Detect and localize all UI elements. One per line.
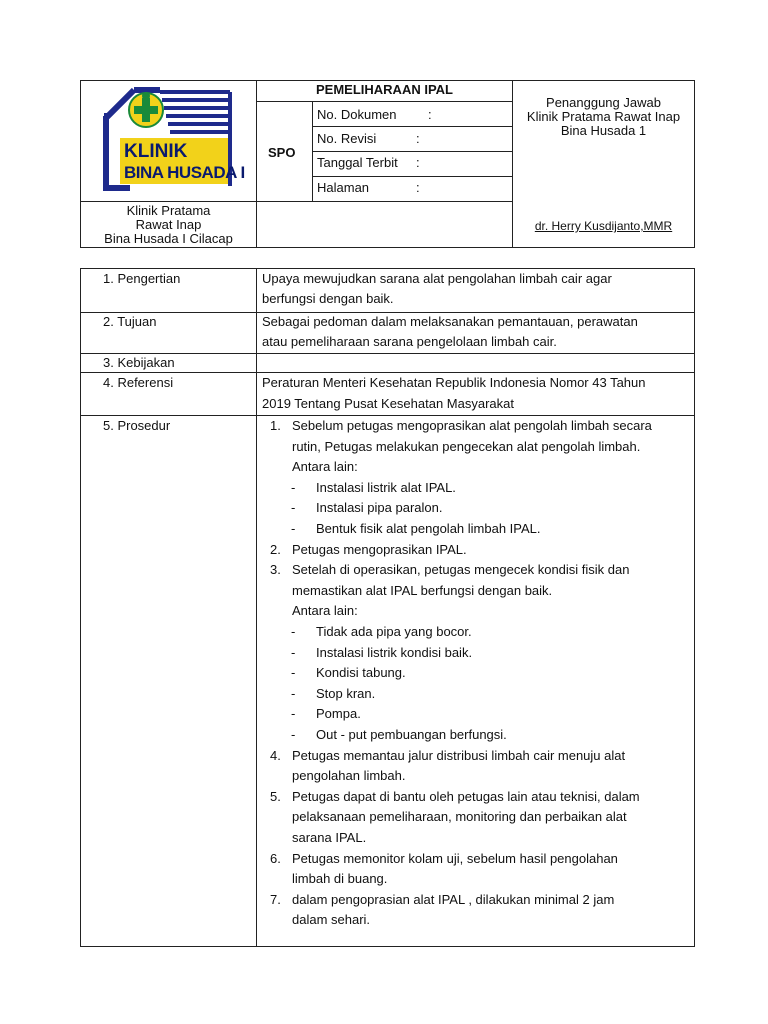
procedure-text: sarana IPAL. <box>292 830 367 845</box>
responsible-line: Penanggung Jawab <box>546 95 661 110</box>
field-tanggal-terbit: Tanggal Terbit <box>317 155 398 170</box>
procedure-text: Instalasi listrik alat IPAL. <box>316 480 456 495</box>
clinic-name-line: Klinik Pratama <box>126 203 211 218</box>
field-no-dokumen: No. Dokumen <box>317 107 397 122</box>
procedure-text: Petugas dapat di bantu oleh petugas lain atau teknisi, dalam <box>292 789 640 804</box>
procedure-text: pelaksanaan pemeliharaan, monitoring dan perbaikan alat <box>292 809 627 824</box>
section-text: Sebagai pedoman dalam melaksanakan pemantauan, perawatan <box>262 314 638 329</box>
document-title: PEMELIHARAAN IPAL <box>316 82 453 97</box>
section-text: 2019 Tentang Pusat Kesehatan Masyarakat <box>262 396 514 411</box>
procedure-text: Petugas memonitor kolam uji, sebelum hasil pengolahan <box>292 851 618 866</box>
section-text: Peraturan Menteri Kesehatan Republik Indonesia Nomor 43 Tahun <box>262 375 646 390</box>
signatory-name: dr. Herry Kusdijanto,MMR <box>534 219 673 233</box>
procedure-number: 5. <box>270 789 281 804</box>
procedure-bullet: - <box>291 500 296 515</box>
field-halaman: Halaman <box>317 180 370 195</box>
field-colon: : <box>416 131 420 146</box>
procedure-bullet: - <box>291 686 296 701</box>
procedure-text: Petugas mengoprasikan IPAL. <box>292 542 467 557</box>
procedure-text: Antara lain: <box>292 603 358 618</box>
section-text: berfungsi dengan baik. <box>262 291 394 306</box>
field-colon: : <box>416 155 420 170</box>
procedure-number: 3. <box>270 562 281 577</box>
procedure-text: Kondisi tabung. <box>316 665 406 680</box>
procedure-text: rutin, Petugas melakukan pengecekan alat pengolah limbah. <box>292 439 641 454</box>
section-label: 5. Prosedur <box>103 418 171 433</box>
clinic-name-line: Bina Husada I Cilacap <box>104 231 233 246</box>
section-label: 1. Pengertian <box>103 271 181 286</box>
logo-text-klinik: KLINIK <box>124 141 188 162</box>
procedure-bullet: - <box>291 706 296 721</box>
procedure-text: Antara lain: <box>292 459 358 474</box>
responsible-line: Bina Husada 1 <box>560 123 647 138</box>
section-label: 2. Tujuan <box>103 314 157 329</box>
procedure-bullet: - <box>291 521 296 536</box>
section-label: 4. Referensi <box>103 375 174 390</box>
logo-text-bina-husada: BINA HUSADA I <box>124 163 245 182</box>
procedure-number: 2. <box>270 542 281 557</box>
section-text: Upaya mewujudkan sarana alat pengolahan limbah cair agar <box>262 271 612 286</box>
field-colon: : <box>428 107 432 122</box>
procedure-text: memastikan alat IPAL berfungsi dengan baik. <box>292 583 553 598</box>
clinic-name-line: Rawat Inap <box>135 217 202 232</box>
procedure-text: Petugas memantau jalur distribusi limbah cair menuju alat <box>292 748 626 763</box>
procedure-number: 1. <box>270 418 281 433</box>
procedure-number: 7. <box>270 892 281 907</box>
procedure-text: Pompa. <box>316 706 361 721</box>
procedure-text: limbah di buang. <box>292 871 388 886</box>
procedure-text: Instalasi listrik kondisi baik. <box>316 645 473 660</box>
field-no-revisi: No. Revisi <box>317 131 377 146</box>
spo-label: SPO <box>268 145 296 160</box>
procedure-text: dalam pengoprasian alat IPAL , dilakukan minimal 2 jam <box>292 892 615 907</box>
procedure-text: Setelah di operasikan, petugas mengecek kondisi fisik dan <box>292 562 630 577</box>
procedure-text: Stop kran. <box>316 686 376 701</box>
procedure-bullet: - <box>291 480 296 495</box>
procedure-number: 6. <box>270 851 281 866</box>
procedure-number: 4. <box>270 748 281 763</box>
procedure-text: dalam sehari. <box>292 912 371 927</box>
field-colon: : <box>416 180 420 195</box>
procedure-text: Sebelum petugas mengoprasikan alat pengolah limbah secara <box>292 418 652 433</box>
procedure-text: Bentuk fisik alat pengolah limbah IPAL. <box>316 521 541 536</box>
procedure-bullet: - <box>291 665 296 680</box>
procedure-text: pengolahan limbah. <box>292 768 406 783</box>
procedure-text: Out - put pembuangan berfungsi. <box>316 727 507 742</box>
procedure-text: Tidak ada pipa yang bocor. <box>316 624 472 639</box>
section-label: 3. Kebijakan <box>103 355 175 370</box>
section-text: atau pemeliharaan sarana pengelolaan limbah cair. <box>262 334 557 349</box>
procedure-bullet: - <box>291 727 296 742</box>
procedure-bullet: - <box>291 624 296 639</box>
responsible-line: Klinik Pratama Rawat Inap <box>526 109 681 124</box>
procedure-text: Instalasi pipa paralon. <box>316 500 443 515</box>
procedure-bullet: - <box>291 645 296 660</box>
